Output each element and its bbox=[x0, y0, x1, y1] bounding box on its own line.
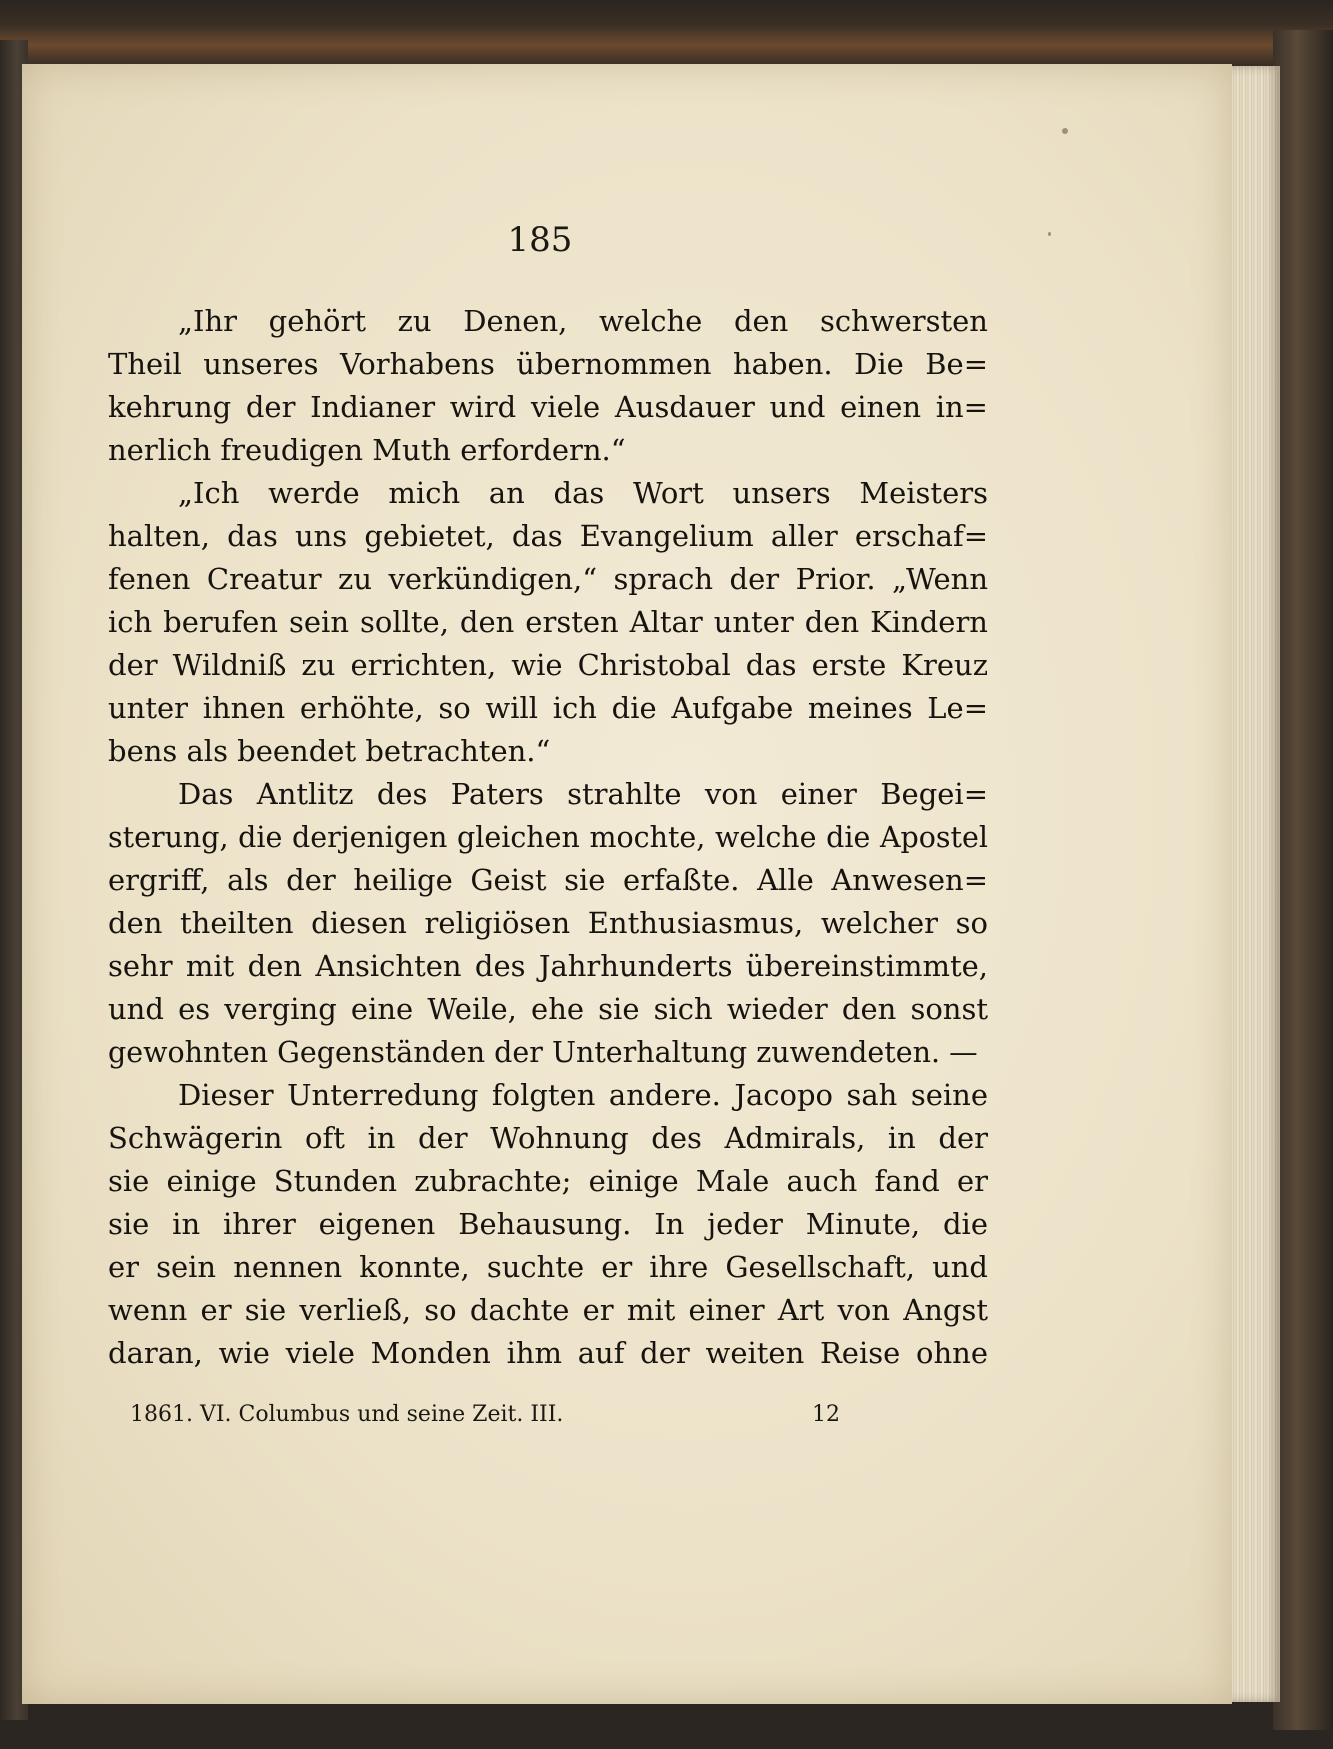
text-line: nerlich freudigen Muth erfordern.“ bbox=[108, 433, 626, 467]
text-line: sie in ihrer eigenen Behausung. In jeder Minute, die bbox=[108, 1207, 988, 1241]
page-number: 185 bbox=[507, 220, 573, 260]
text-line: unter ihnen erhöhte, so will ich die Aufgabe meines Le= bbox=[108, 691, 988, 725]
text-line: daran, wie viele Monden ihm auf der weiten Reise ohne bbox=[108, 1336, 988, 1370]
text-line: und es verging eine Weile, ehe sie sich wieder den sonst bbox=[108, 992, 988, 1026]
text-line: gewohnten Gegenständen der Unterhaltung zuwendeten. — bbox=[108, 1036, 978, 1069]
text-line: kehrung der Indianer wird viele Ausdauer und einen in= bbox=[108, 390, 988, 424]
text-line: Schwägerin oft in der Wohnung des Admirals, in der bbox=[108, 1121, 988, 1155]
text-line: sterung, die derjenigen gleichen mochte, welche die Apostel bbox=[108, 821, 988, 854]
text-line: sie einige Stunden zubrachte; einige Male auch fand er bbox=[108, 1164, 988, 1198]
text-line: „Ich werde mich an das Wort unsers Meisters bbox=[178, 476, 988, 510]
text-line: den theilten diesen religiösen Enthusiasmus, welcher so bbox=[108, 906, 988, 940]
body-text bbox=[108, 300, 988, 1375]
text-line: bens als beendet betrachten.“ bbox=[108, 734, 551, 768]
text-line: „Ihr gehört zu Denen, welche den schwersten bbox=[178, 304, 988, 338]
text-line: sehr mit den Ansichten des Jahrhunderts übereinstimmte, bbox=[108, 949, 988, 983]
text-line: fenen Creatur zu verkündigen,“ sprach der Prior. „Wenn bbox=[108, 562, 988, 596]
text-line: halten, das uns gebietet, das Evangelium aller erschaf= bbox=[108, 519, 988, 553]
text-line: er sein nennen konnte, suchte er ihre Gesellschaft, und bbox=[108, 1250, 988, 1284]
book-binding-right bbox=[1273, 30, 1333, 1730]
footer-signature: 1861. VI. Columbus und seine Zeit. III. bbox=[130, 1402, 564, 1427]
paper-speck bbox=[1062, 128, 1068, 134]
footer-sheet-number: 12 bbox=[812, 1402, 840, 1427]
text-line: wenn er sie verließ, so dachte er mit einer Art von Angst bbox=[108, 1293, 988, 1327]
text-line: ergriff, als der heilige Geist sie erfaßte. Alle Anwesen= bbox=[108, 863, 988, 897]
text-line: Dieser Unterredung folgten andere. Jacopo sah seine bbox=[178, 1078, 988, 1112]
text-line: Theil unseres Vorhabens übernommen haben. Die Be= bbox=[108, 347, 988, 381]
text-line: der Wildniß zu errichten, wie Christobal das erste Kreuz bbox=[108, 648, 988, 682]
text-line: ich berufen sein sollte, den ersten Altar unter den Kindern bbox=[108, 605, 988, 639]
page-edges bbox=[1228, 66, 1280, 1702]
text-line: Das Antlitz des Paters strahlte von einer Begei= bbox=[178, 777, 988, 811]
paper-speck bbox=[1048, 232, 1051, 236]
